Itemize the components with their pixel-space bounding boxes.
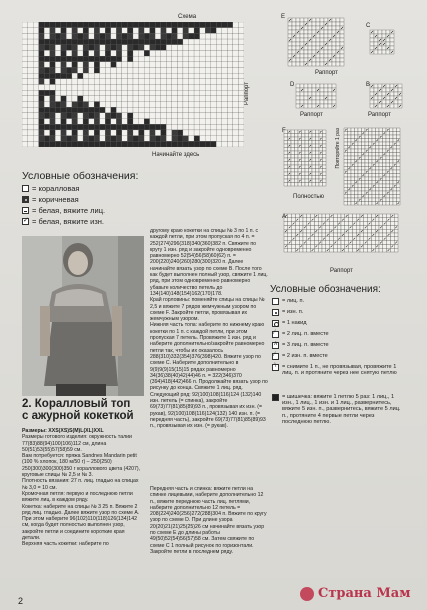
rapport-b-label: Раппорт: [368, 112, 391, 118]
mid-paragraph-3: Нижняя часть топа: наберите по нижнему краю кокетки по 1 п. с каждой петли, при этом пропуская 7 петель. Провяжите 1 изн. ряд и наберите дополнительно/закройте равномерно петли так, чтобы их оказалось 288(310)332(354)376(398)420. Вяжите узор по схеме C. Наберите дополнительно в 9(9)9(9)15(15)15 рядах равномерно 34(36)38(40)42(44)46 п. = 322(346)370 (394)418(442)466 п. Продолжайте вязать узор по рисунку до конца. Свяжите 1 лиц. ряд. Следующий ряд: 92(100)108(116)124 (132)140 изн. петель (= спинка), закройте 69(73)77(81)85(89)93 п., провязывая их изн. (= рукав), 92(100)108(116)124(132) 140 изн. п. (= передняя часть), закройте 69(73)77(81)85(89)93 п., провязывая их изн. (= рукав).: [150, 322, 268, 430]
legend2-label: = снимите 1 п., не провязывая, провяжите 1 лиц. п. и протяните через нее снятую петлю: [282, 364, 397, 377]
mid-paragraph-1: другому краю кокетки на спицы № 3 по 1 п. с каждой петли, при этом пропуская по 4 п. = 252(274)296(318)340(360)382 п. Свяжите по кругу 1 изн. ряд и закройте одновременно равномерно 52(54)56(58)60(62) п. = 200(220)240(260)280(300)320 п. Далее начинайте вязать узор по схеме В. После того как будет выполнен полный узор, свяжите 1 лиц. ряд, при этом одновременно равномерно убавьте количество петель до 134(140)148(154)162(170)178.: [150, 228, 268, 297]
chart-b-label: B: [366, 82, 371, 88]
page-number: 2: [18, 596, 24, 606]
legend2-knit: [272, 298, 402, 305]
title-line1: 2. Коралловый топ: [22, 398, 131, 410]
article-title: [22, 398, 134, 422]
legend-item-white-knit: [22, 206, 105, 215]
legend-title: Условные обозначения:: [22, 170, 139, 182]
sizes-paragraph: Размеры: XXS(XS)S(M)L(XL)XXL: [22, 428, 104, 434]
purl-icon: [272, 309, 279, 316]
knitting-chart-main: [22, 22, 244, 147]
finished-size-paragraph: Размеры готового изделия: окружность талии 77(83)88(94)100(106)112 см, длина 50(51)53(55)57(58)59 см.: [22, 434, 132, 453]
chart-e-label: E: [281, 14, 286, 20]
watermark: [300, 586, 411, 601]
instructions-middle-column-2: [150, 486, 268, 555]
legend-item-brown: [22, 195, 79, 204]
stitch-charts-right: [280, 14, 410, 278]
edge-stitch-paragraph: Кромочная петля: первую и последнюю петли вяжите лиц. в каждом ряду.: [22, 490, 133, 504]
empty-square-icon: [22, 185, 29, 192]
legend2-label: = 3 лиц. п. вместе: [282, 342, 329, 348]
front-back-paragraph: Передняя часть и спинка: вяжите петли на спинке лицевыми, наберите дополнительно 12 п., вяжите переднюю часть лиц. петлями, наберите дополнительно 12 петель = 208(224)240(256)272(288)304 п. Вяжите по кругу узор по схеме D. При длине узора 20(20)21(21)25(25)26 см начинайте вязать узор по схеме E до длины работы 49(50)52(54)56(57)58 см. Затем свяжите по схеме C 1 полный рисунок по горизонтали. Закройте петли в последнем ряду.: [150, 486, 267, 555]
legend-label: = белая, вяжите лиц.: [32, 206, 106, 215]
legend2-purl: [272, 309, 402, 316]
legend2-title: Условные обозначения:: [270, 284, 381, 295]
repeat-label: Повторяйте 1 раз: [335, 128, 341, 169]
start-here-label: Начинайте здесь: [152, 152, 200, 158]
rapport-d-label: Раппорт: [300, 112, 323, 118]
title-line2: с ажурной кокеткой: [22, 410, 134, 422]
legend-item-white-purl: [22, 217, 104, 226]
dark-square-icon: [22, 196, 29, 203]
legend2-label: = изн. п.: [282, 309, 304, 315]
watermark-text: Страна Мам: [318, 586, 411, 601]
legend2-label: = 2 лиц. п. вместе: [282, 331, 329, 337]
legend-label: = коричневая: [32, 195, 79, 204]
k3tog-icon: [272, 342, 279, 349]
knit-icon: [272, 298, 279, 305]
full-label: Полностью: [293, 194, 325, 200]
instructions-middle-column: [150, 228, 268, 430]
dash-square-icon: [22, 207, 29, 214]
p2tog-icon: [272, 353, 279, 360]
skp-icon: [272, 364, 279, 371]
check-square-icon: [22, 218, 29, 225]
legend2-label: = 1 накид: [282, 320, 307, 326]
legend-label: = коралловая: [32, 184, 80, 193]
yarn-over-icon: [272, 320, 279, 327]
legend2-label: = 2 изн. п. вместе: [282, 353, 328, 359]
scheme-label: Схема: [178, 14, 197, 20]
k2tog-icon: [272, 331, 279, 338]
legend-label: = белая, вяжите изн.: [32, 217, 105, 226]
materials-paragraph: Вам потребуется: пряжа Sandnes Mandarin petit (100 % хлопок, 180 м/50 г) – 250(250) 250(300)300(300)350 г кораллового цвета (4207), круговые спицы № 2,5 и № 3.: [22, 453, 141, 479]
legend2-yo: [272, 320, 402, 327]
instructions-left-column: [22, 428, 142, 548]
legend-item-coral: [22, 184, 79, 193]
rapport-e-label: Раппорт: [315, 70, 338, 76]
legend2-k3tog: [272, 342, 402, 349]
legend2-label: = шишечка: вяжите 1 петлю 5 раз: 1 лиц., 1 изн., 1 лиц., 1 изн. и 1 лиц., развернитесь, вяжите 5 изн. п., развернитесь, вяжите 5 лиц. п., протяните 4 первые петли через последнюю петлю.: [282, 394, 401, 425]
legend2-k2tog: [272, 331, 402, 338]
model-photo: [22, 236, 144, 396]
legend2-skp: [272, 364, 402, 376]
legend2-bobble: [272, 394, 402, 425]
chart-d-label: D: [290, 82, 295, 88]
legend2-p2tog: [272, 353, 402, 360]
upper-yoke-paragraph: Верхняя часть кокетки: наберите по: [22, 541, 109, 548]
rapport-label: Раппорт: [244, 82, 250, 105]
mid-paragraph-2: Край горловины: поменяйте спицы на спицы № 2,5 и вяжите 7 рядов жемчужным узором по схеме F. Закройте петли, провязывая их жемчужным узором.: [150, 297, 265, 323]
bobble-icon: [272, 394, 279, 401]
chart-a-label: A: [282, 214, 287, 220]
watermark-logo-icon: [300, 587, 314, 601]
rapport-a-label: Раппорт: [330, 268, 353, 274]
legend2-label: = лиц. п.: [282, 298, 305, 304]
yoke-paragraph: Кокетка: наберите на спицы № 3 25 п. Вяжите 2 ряд лиц. гладью. Далее вяжите узор по схеме А. При этом наберите 96(102)110(118)126(134)142 см, когда будет полностью выполнен узор, закройте петли и соедините короткие края детали.: [22, 503, 140, 542]
chart-f-label: F: [282, 128, 286, 134]
gauge-paragraph: Плотность вязания: 27 п. лиц. гладью на спицах № 3,0 = 10 см.: [22, 478, 139, 491]
chart-c-label: C: [366, 23, 371, 29]
